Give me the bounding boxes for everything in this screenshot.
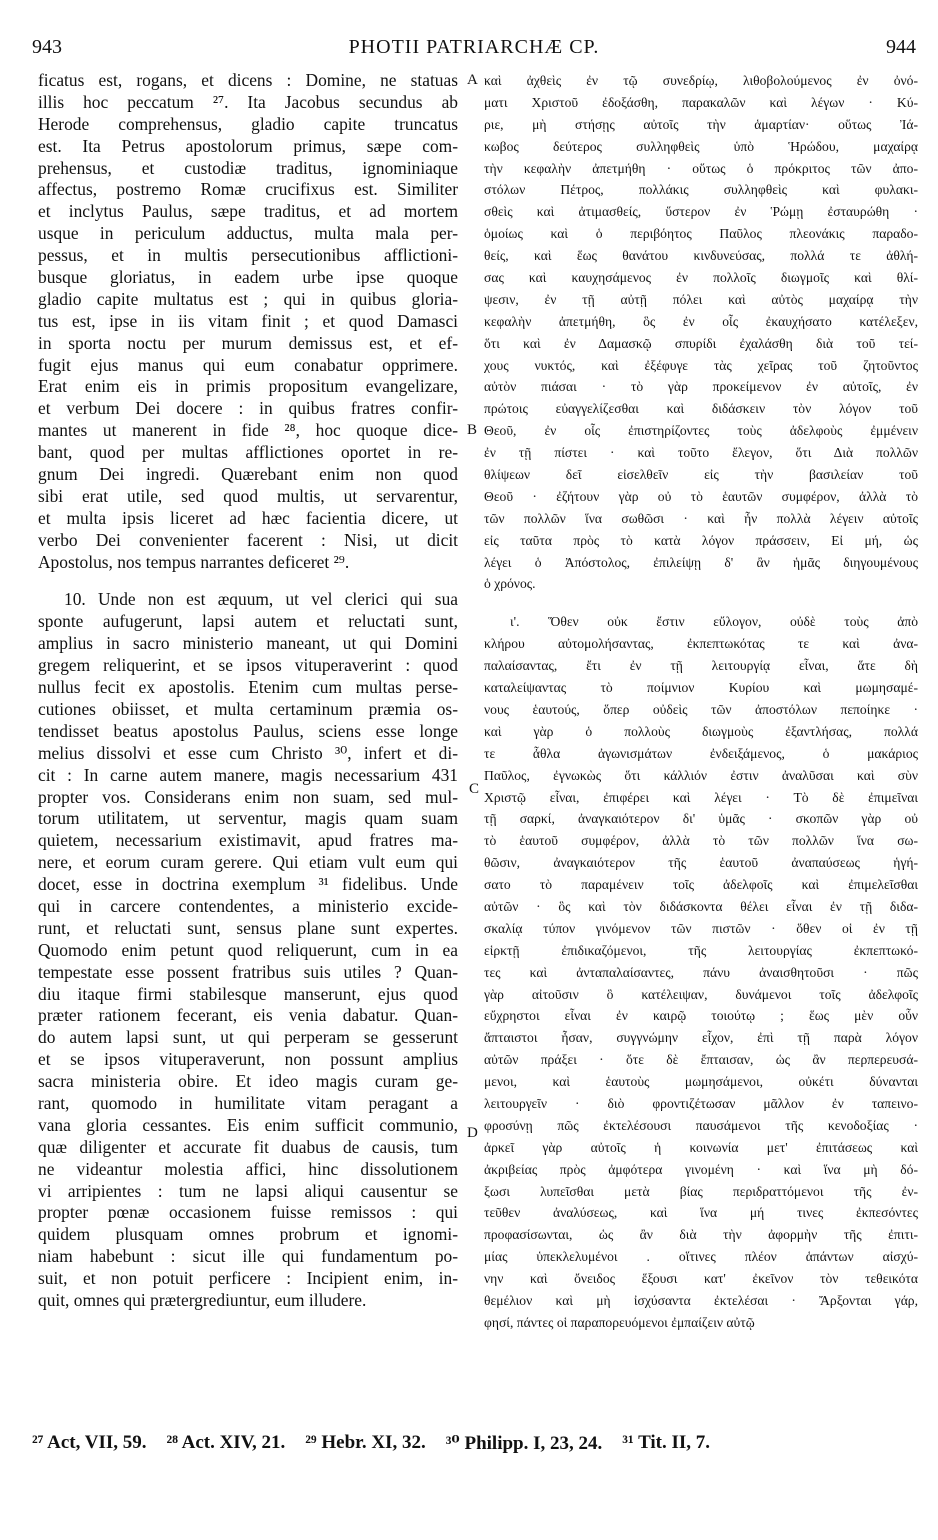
- latin-text-line: sibi erat utile, sed quod multis, ut servarentur,: [38, 485, 458, 506]
- latin-text-line: Herode comprehensus, gladio capite truncatus: [38, 113, 458, 134]
- greek-text-line: Θεοῦ · ἐζήτουν γὰρ οὐ τὸ ἑαυτῶν συμφέρον, ἀλλὰ τὸ: [484, 488, 918, 504]
- latin-text-line: cit : In carne autem manere, magis necessarium 431: [38, 764, 458, 785]
- latin-text-line: amplius in sacro ministerio maneant, ut qui Domini: [38, 633, 458, 654]
- page-number-left: 943: [32, 36, 62, 58]
- latin-text-line: quit, omnes qui prætergrediuntur, eum illudere.: [38, 1289, 367, 1310]
- greek-text-line: νους ἑαυτούς, ὅπερ οὐδεὶς τῶν ἀποστόλων πεποίηκε ·: [484, 701, 918, 717]
- latin-text-line: docet, esse in doctrina exemplum ³¹ fidelibus. Unde: [38, 874, 458, 895]
- greek-text-line: χους νυκτός, καὶ ἐξέφυγε τὰς χεῖρας τοῦ ζητοῦντος: [484, 357, 918, 373]
- greek-text-line: θείς, καὶ ἕως θανάτου κινδυνεύσας, πολλά τε ἀθλή-: [484, 248, 918, 264]
- latin-text-line: ficatus est, rogans, et dicens : Domine, ne statuas: [38, 70, 458, 90]
- greek-text-line: Θεοῦ, ἐν οἷς ἐπιστηρίζοντες τοὺς ἀδελφοὺς ἐμμένειν: [484, 423, 918, 439]
- greek-text-line: ἀρκεῖ γὰρ αὐτοῖς ἡ κοινωνία μετ' ἐπιτάσεως καὶ: [484, 1139, 918, 1155]
- latin-text-line: Apostolus, nos tempus narrantes deficeret ²⁹.: [38, 551, 350, 572]
- greek-text-line: θλίψεων δεῖ εἰσελθεῖν εἰς τὴν βασιλείαν τοῦ: [484, 467, 918, 483]
- greek-text-line: ὅτι καὶ ἐν Δαμασκῷ σπυρίδι ἐχαλάσθη διὰ τοῦ τεί-: [484, 335, 918, 351]
- greek-column: [484, 70, 918, 1334]
- margin-marker-b: B: [467, 422, 478, 438]
- latin-text-line: nullus fecit ex apostolis. Etenim cum multas perse-: [38, 677, 458, 698]
- latin-text-line: propter vos. Considerans enim non suam, sed mul-: [38, 786, 458, 807]
- latin-text-line: est. Ita Petrus apostolorum primus, sæpe com-: [38, 135, 458, 156]
- greek-text-line: κεφαλὴν ἀπετμήθη, ὃς ἐν οἷς ἐκαυχήσατο κατέλεξεν,: [484, 313, 918, 329]
- greek-text-line: σθεὶς καὶ ἀτιμασθείς, ὕστερον ἐν Ῥώμῃ ἐσταυρώθη ·: [484, 204, 918, 220]
- margin-marker-a: A: [467, 72, 478, 88]
- latin-text-line: 10. Unde non est æquum, ut vel clerici qui sua: [64, 589, 458, 610]
- greek-text-line: φησί, πάντες οἱ παραπορευόμενοι ἐμπαίζειν αὐτῷ: [484, 1314, 755, 1330]
- greek-text-line: προφασίσωνται, ὡς ἂν διὰ τὴν ἀφορμὴν τῆς ἐπιτι-: [484, 1227, 918, 1243]
- greek-text-line: ι'. Ὅθεν οὐκ ἔστιν εὔλογον, οὐδὲ τοὺς ἀπὸ: [510, 614, 918, 630]
- latin-text-line: præter rationem fecerant, eis venia dabatur. Quan-: [38, 1005, 458, 1026]
- greek-text-line: νην καὶ ὄνειδος ἕξουσι κατ' ἐκεῖνον τὸν τεθεικότα: [484, 1271, 918, 1287]
- latin-text-line: quæ diligenter et accurate fit duabus de causis, tum: [38, 1136, 458, 1157]
- greek-text-line: γὰρ αἰτοῦσιν ὃ κατέλειψαν, δυνάμενοι τοῖς ἀδελφοῖς: [484, 986, 918, 1002]
- running-title: PHOTII PATRIARCHÆ CP.: [348, 36, 600, 58]
- latin-text-line: niam habebunt : sicut ille qui fundamentum po-: [38, 1246, 458, 1267]
- margin-marker-c: C: [469, 781, 480, 797]
- latin-text-line: cutiones obiisset, et multa certaminum præmia os-: [38, 698, 458, 719]
- latin-text-line: sponte aufugerunt, lapsi autem et reluctati sunt,: [38, 611, 458, 632]
- greek-text-line: ριε, μὴ στήσῃς αὐτοῖς τὴν ἁμαρτίαν· οὕτως Ἰά-: [484, 116, 918, 132]
- greek-text-line: ἐν τῇ πίστει · καὶ τοῦτο ἔλεγον, ὅτι Διὰ πολλῶν: [484, 445, 918, 461]
- greek-text-line: αὐτῶν πράξει · ὅτε δὲ ἔπταισαν, ὡς ἂν περπερευσά-: [484, 1052, 918, 1068]
- greek-text-line: σκαλίᾳ τύπον γινόμενον τῶν πιστῶν · ὅθεν οἱ ἐν τῇ: [484, 920, 918, 936]
- greek-text-line: τὸ ἑαυτοῦ συμφέρον, ἀλλὰ τὸ τῶν πολλῶν ἵνα σω-: [484, 833, 918, 849]
- greek-text-line: μενοι, καὶ ἑαυτοὺς μωμησάμενοι, οὐκέτι δύνανται: [484, 1074, 918, 1090]
- greek-text-line: καὶ ἀχθεὶς ἐν τῷ συνεδρίῳ, λιθοβολούμενος ἐν ὀνό-: [484, 73, 918, 88]
- greek-text-line: ἄπταιστοι ἦσαν, συγγνώμην εἶχον, ἐπὶ τῇ παρὰ λόγον: [484, 1030, 918, 1046]
- latin-text-line: verbo Dei convenienter facerent : Nisi, ut dicit: [38, 529, 458, 550]
- greek-text-line: ὁμοίως καὶ ὁ περιβόητος Παῦλος πλεονάκις παραδο-: [484, 226, 918, 242]
- latin-text-line: usque in periculum adductus, multa mala per-: [38, 223, 458, 244]
- latin-text-line: diu itaque firmi stabilesque manserunt, ejus quod: [38, 983, 458, 1004]
- latin-text-line: tus est, ipse in iis vitam finit ; et quod Damasci: [38, 310, 458, 331]
- footnote: ³¹ Tit. II, 7.: [622, 1432, 711, 1453]
- latin-text-line: gladio capite multatus est ; qui in quibus gloria-: [38, 288, 458, 309]
- footnote: ²⁹ Hebr. XI, 32.: [305, 1432, 426, 1453]
- latin-text-line: et se ipsos vituperaverunt, non possunt amplius: [38, 1049, 458, 1070]
- latin-text-line: suit, et non potuit perficere : Incipient enim, in-: [38, 1268, 458, 1289]
- greek-text-line: τὴν κεφαλὴν ἀπετμήθη · οὕτως ὁ πρόκριτος τῶν ἀπο-: [484, 160, 918, 176]
- page-header: [32, 36, 916, 64]
- latin-text-line: tempestate esse possent fratribus suis utiles ? Quan-: [38, 961, 458, 982]
- latin-text-line: melius dissolvi et esse cum Christo ³⁰, infert et di-: [38, 742, 458, 763]
- greek-text-line: σας καὶ καυχησάμενος ἐν πολλοῖς διωγμοῖς καὶ θλί-: [484, 270, 918, 286]
- greek-text-line: φροσύνῃ πῶς ἐκτελέσουσι παυσάμενοι τῆς κενοδοξίας ·: [484, 1117, 918, 1133]
- greek-text-line: τες καὶ ἀνταπαλαίσαντες, πάνυ ἀναισθητοῦσι · πῶς: [484, 964, 918, 980]
- latin-text-line: gregem reliquerint, et se ipsos vituperaverint : quod: [38, 655, 458, 676]
- greek-text-line: ξωσι λυπεῖσθαι μετὰ βίας περιδραττόμενοι τῆς ἐν-: [484, 1183, 918, 1199]
- greek-text-line: Παῦλος, ἐγνωκὼς ὅτι κάλλιόν ἐστιν ἀναλῦσαι καὶ σὺν: [484, 767, 918, 783]
- greek-text-line: σατο τὸ παραμένειν τοῖς ἀδελφοῖς καὶ ἐπιμελεῖσθαι: [484, 877, 918, 893]
- greek-text-line: Χριστῷ εἶναι, ἐπιφέρει καὶ λέγει · Τὸ δὲ ἐπιμεῖναι: [484, 789, 918, 805]
- latin-text-line: ne videantur molestia affici, hinc dissolutionem: [38, 1158, 458, 1179]
- paragraph-gap: [38, 573, 458, 589]
- latin-text-line: et verbum Dei docere : in quibus fratres confir-: [38, 398, 458, 419]
- greek-text-line: μίας ὑπεκλελυμένοι . οἵτινες πλέον ἁπάντων αἰσχύ-: [484, 1249, 918, 1265]
- latin-text-line: runt, et reluctati sunt, sensus plane sunt expertes.: [38, 917, 458, 938]
- latin-text-line: Quomodo enim petunt quod reliquerunt, cum in ea: [38, 939, 458, 960]
- greek-text-line: τεῦθεν ἀναλύσεως, καὶ ἵνα μή τινες ἐκπεσόντες: [484, 1205, 918, 1221]
- latin-text-line: bant, quod per multas afflictiones oportet in re-: [38, 442, 458, 463]
- latin-text-line: vi arripientes : tum ne lapsi aliqui causentur se: [38, 1180, 458, 1201]
- greek-text-line: εἰς ταῦτα πρὸς τὸ κατὰ λόγον πράσσειν, Εἰ μή, ὡς: [484, 532, 918, 548]
- greek-text-line: καὶ γὰρ ὁ πολλοὺς διωγμοὺς ἐξαντλήσας, πολλά: [484, 723, 918, 739]
- latin-text-line: quietem, necessarium existimavit, apud fratres ma-: [38, 830, 458, 851]
- footnote: ²⁷ Act, VII, 59.: [32, 1432, 147, 1453]
- greek-text-line: στόλων Πέτρος, πολλάκις συλληφθεὶς καὶ φυλακι-: [484, 182, 918, 198]
- greek-text-line: ἀκριβείας πρὸς ἀμφότερα γινομένη · καὶ ἵνα μὴ δό-: [484, 1161, 918, 1177]
- greek-text-line: θεμέλιον καὶ μὴ ἰσχύσαντα ἐκτελέσαι · Ἄρξονται γάρ,: [484, 1292, 918, 1308]
- latin-text-line: vana gloria cessantes. Eis enim sufficit communio,: [38, 1114, 458, 1135]
- greek-text-line: εὔχρηστοι εἶναι ἐν καιρῷ τοιούτῳ ; ἕως μὲν οὖν: [484, 1008, 918, 1024]
- latin-text-line: qui in carcere contendentes, a ministerio excide-: [38, 895, 458, 916]
- latin-text-line: affectus, postremo Romæ crucifixus est. Similiter: [38, 179, 458, 200]
- page-number-right: 944: [886, 36, 916, 58]
- greek-text-line: τε ἆθλα ἀγωνισμάτων ἐνδειξάμενος, ὁ μακάριος: [484, 745, 918, 761]
- greek-text-line: παλαίσαντας, ἔτι ἐν τῇ λειτουργίᾳ εἶναι, ἅτε δὴ: [484, 658, 918, 674]
- greek-text-line: θῶσιν, ἀναγκαιότερον τῆς ἑαυτοῦ ἀναπαύσεως ἡγή-: [484, 855, 918, 871]
- latin-text-line: in sporta noctu per murum demissus est, et ef-: [38, 332, 458, 353]
- paragraph-gap: [484, 595, 918, 611]
- greek-text-line: πρώτοις εὐαγγελίζεσθαι καὶ διδάσκειν τὸν λόγον τοῦ: [484, 401, 918, 417]
- latin-text-line: busque gloriatus, in eadem urbe ipse quoque: [38, 267, 458, 288]
- greek-text-line: αὐτὸν πιάσαι · τὸ γὰρ προκείμενον ἐν αὐτοῖς, ἐν: [484, 379, 918, 395]
- latin-text-line: illis hoc peccatum ²⁷. Ita Jacobus secundus ab: [38, 91, 458, 112]
- latin-text-line: et multa ipsis liceret ad hæc facientia dicere, ut: [38, 507, 458, 528]
- latin-text-line: torum utilitatem, ut serventur, magis quam suam: [38, 808, 458, 829]
- greek-text-line: αὐτῶν · ὃς καὶ τὸν διδάσκοντα θέλει εἶναι ἐν τῇ διδα-: [484, 898, 918, 914]
- latin-text-line: pessus, et in multis persecutionibus afflictioni-: [38, 245, 458, 266]
- latin-text-line: rant, quomodo in humilitate vitam peragant a: [38, 1092, 458, 1113]
- greek-text-line: λειτουργεῖν · διὸ φροντιζέτωσαν μᾶλλον ἐν ταπεινο-: [484, 1095, 918, 1111]
- footnote: ²⁸ Act. XIV, 21.: [166, 1432, 286, 1453]
- latin-text-line: prehensus, et custodiæ traditus, ignominiaque: [38, 157, 458, 178]
- greek-text-line: τῇ σαρκί, ἀναγκαιότερον δι' ὑμᾶς · σκοπῶν γὰρ οὐ: [484, 811, 918, 827]
- footnotes: [32, 1432, 912, 1455]
- greek-text-line: καταλείψαντας τὸ ποίμνιον Κυρίου καὶ μωμησαμέ-: [484, 680, 918, 696]
- latin-text-line: sacra ministeria obire. Et ideo magis curam ge-: [38, 1071, 458, 1092]
- latin-text-line: fugit ejus manus qui eum conabatur opprimere.: [38, 354, 458, 375]
- latin-text-line: mantes ut manerent in fide ²⁸, hoc quoque dice-: [38, 420, 458, 441]
- latin-text-line: Erat enim eis in primis propositum evangelizare,: [38, 376, 458, 397]
- footnote: ³⁰ Philipp. I, 23, 24.: [445, 1433, 603, 1454]
- greek-text-line: εἱρκτῇ ἐπιδικαζόμενοι, τῆς λειτουργίας ἐκπεπτωκό-: [484, 942, 918, 958]
- latin-text-line: quidem plusquam omnes probrum et ignomi-: [38, 1224, 458, 1245]
- greek-text-line: ψεσιν, ἐν τῇ αὐτῇ πόλει καὶ αὐτὸς μαχαίρᾳ τὴν: [484, 291, 918, 307]
- greek-text-line: κλήρου αὐτομολήσαντας, ἐκπεπτωκότας τε καὶ ἀνα-: [484, 636, 918, 652]
- latin-text-line: tendisset beatus apostolus Paulus, sciens esse longe: [38, 720, 458, 741]
- latin-text-line: et inclytus Paulus, sæpe traditus, et ad mortem: [38, 201, 458, 222]
- greek-text-line: τῶν πολλῶν ἵνα σωθῶσι · καὶ ἦν πολλὰ λέγειν αὐτοῖς: [484, 510, 918, 526]
- latin-text-line: nere, et eorum curam gerere. Qui etiam vult eum qui: [38, 852, 458, 873]
- greek-text-line: ὁ χρόνος.: [484, 576, 536, 592]
- margin-marker-d: D: [467, 1125, 478, 1141]
- greek-text-line: κωβος δεύτερος συλληφθεὶς ὑπὸ Ἡρώδου, μαχαίρᾳ: [484, 138, 918, 154]
- latin-text-line: gnum Dei ingredi. Quærebant enim non quod: [38, 464, 458, 485]
- latin-text-line: propter pœnæ occasionem fuisse remissos : qui: [38, 1202, 458, 1223]
- greek-text-line: ματι Χριστοῦ ἐδοξάσθη, παρακαλῶν καὶ λέγων · Κύ-: [484, 94, 918, 110]
- latin-column: [38, 70, 458, 1312]
- latin-text-line: do autem lapsi sunt, ut qui perperam se gesserunt: [38, 1027, 458, 1048]
- greek-text-line: λέγει ὁ Ἀπόστολος, ἐπιλείψῃ δ' ἂν ἡμᾶς διηγουμένους: [484, 554, 918, 570]
